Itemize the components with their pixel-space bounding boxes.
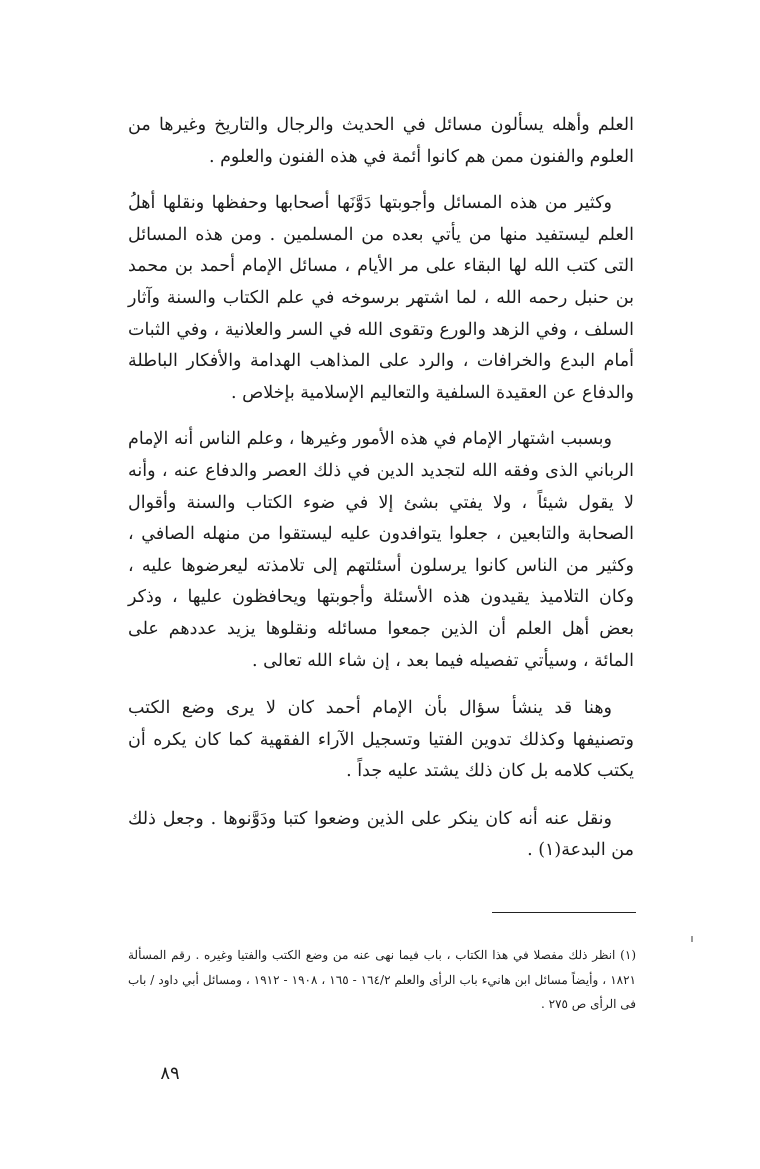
paragraph-2: وكثير من هذه المسائل وأجوبتها دَوَّنَها أصحابها وحفظها ونقلها أهلُ العلم ليستفيد منها من يأتي بعده من المسلمين . ومن هذه المسائل التى كتب الله لها البقاء على مر الأيام ، مسائل الإمام أحمد بن محمد بن حنبل رحمه الله ، لما اشتهر برسوخه في علم الكتاب والسنة وآثار السلف ، وفي الزهد والورع وتقوى الله في السر والعلانية ، وفي الثبات أمام البدع والخرافات ، والرد على المذاهب الهدامة والأفكار الباطلة والدفاع عن العقيدة السلفية والتعاليم الإسلامية بإخلاص . xyxy=(128,193,634,403)
paragraph-1: العلم وأهله يسألون مسائل في الحديث والرجال والتاريخ وغيرها من العلوم والفنون ممن هم كانوا أئمة في هذه الفنون والعلوم . xyxy=(128,115,634,167)
main-text xyxy=(128,110,634,867)
scan-mark xyxy=(691,936,693,942)
paragraph-5: ونقل عنه أنه كان ينكر على الذين وضعوا كتبا ودَوَّنوها . وجعل ذلك من البدعة(١) . xyxy=(128,808,634,861)
paragraph-3: وبسبب اشتهار الإمام في هذه الأمور وغيرها ، وعلم الناس أنه الإمام الرباني الذى وفقه الله لتجديد الدين في ذلك العصر والدفاع عنه ، وأنه لا يقول شيئاً ، ولا يفتي بشئ إلا في ضوء الكتاب والسنة وأقوال الصحابة والتابعين ، جعلوا يتوافدون عليه ليستقوا من منهله الصافي ، وكثير من الناس كانوا يرسلون أسئلتهم إلى تلامذته ليعرضوها عليه ، وكان التلاميذ يقيدون هذه الأسئلة وأجوبتها ويحافظون عليها ، وذكر بعض أهل العلم أن الذين جمعوا مسائله ونقلوها يزيد عددهم على المائة ، وسيأتي تفصيله فيما بعد ، إن شاء الله تعالى . xyxy=(128,429,634,671)
footnote: (١) انظر ذلك مفصلا في هذا الكتاب ، باب فيما نهى عنه من وضع الكتب والفتيا وغيره . رقم المسألة ١٨٢١ ، وأيضاً مسائل ابن هانيء باب الرأى والعلم ١٦٤/٢ - ١٦٥ ، ١٩٠٨ - ١٩١٢ ، ومسائل أبي داود / باب فى الرأى ص ٢٧٥ . xyxy=(128,948,636,1011)
footnote-divider xyxy=(492,912,636,913)
paragraph-4: وهنا قد ينشأ سؤال بأن الإمام أحمد كان لا يرى وضع الكتب وتصنيفها وكذلك تدوين الفتيا وتسجيل الآراء الفقهية كما كان يكره أن يكتب كلامه بل كان ذلك يشتد عليه جداً . xyxy=(128,698,634,782)
page-number: ٨٩ xyxy=(160,1063,180,1084)
